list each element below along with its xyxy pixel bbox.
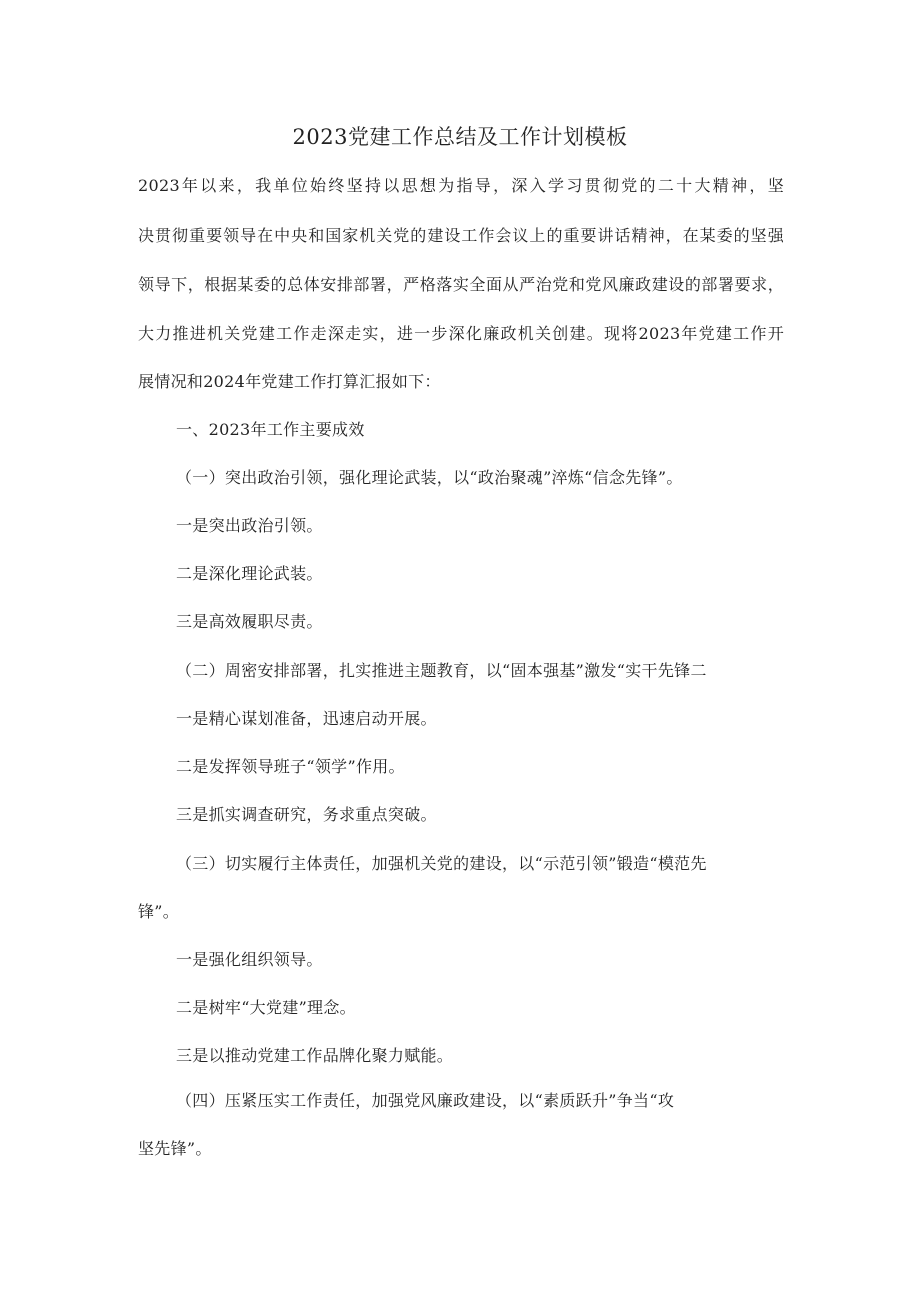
document-title: 2023党建工作总结及工作计划模板 [292, 125, 628, 149]
subsection-heading-4-continued: 坚先锋”。 [138, 1139, 212, 1158]
intro-line-5: 展情况和2024年党建工作打算汇报如下： [138, 372, 441, 391]
list-item: 三是抓实调查研究，务求重点突破。 [176, 805, 437, 824]
subsection-heading-3: （三）切实履行主体责任，加强机关党的建设，以“示范引领”锻造“模范先 [176, 854, 707, 873]
list-item: 一是精心谋划准备，迅速启动开展。 [176, 709, 437, 728]
section-heading-1: 一、2023年工作主要成效 [176, 420, 365, 439]
list-item: 三是高效履职尽责。 [176, 612, 323, 631]
intro-line-1: 2023年以来，我单位始终坚持以思想为指导，深入学习贯彻党的二十大精神，坚 [138, 176, 784, 195]
subsection-heading-2: （二）周密安排部署，扎实推进主题教育，以“固本强基”激发“实干先锋二 [176, 661, 707, 680]
list-item: 二是深化理论武装。 [176, 564, 323, 583]
list-item: 一是强化组织领导。 [176, 950, 323, 969]
list-item: 三是以推动党建工作品牌化聚力赋能。 [176, 1046, 454, 1065]
subsection-heading-3-continued: 锋”。 [138, 902, 180, 921]
intro-line-3: 领导下，根据某委的总体安排部署，严格落实全面从严治党和党风廉政建设的部署要求， [138, 275, 784, 294]
list-item: 一是突出政治引领。 [176, 516, 323, 535]
intro-line-4: 大力推进机关党建工作走深走实，进一步深化廉政机关创建。现将2023年党建工作开 [138, 324, 784, 343]
list-item: 二是发挥领导班子“领学”作用。 [176, 757, 405, 776]
intro-line-2: 决贯彻重要领导在中央和国家机关党的建设工作会议上的重要讲话精神，在某委的坚强 [138, 226, 784, 245]
subsection-heading-1: （一）突出政治引领，强化理论武装，以“政治聚魂”淬炼“信念先锋”。 [176, 468, 683, 487]
list-item: 二是树牢“大党建”理念。 [176, 998, 356, 1017]
subsection-heading-4: （四）压紧压实工作责任，加强党风廉政建设，以“素质跃升”争当“攻 [176, 1091, 675, 1110]
